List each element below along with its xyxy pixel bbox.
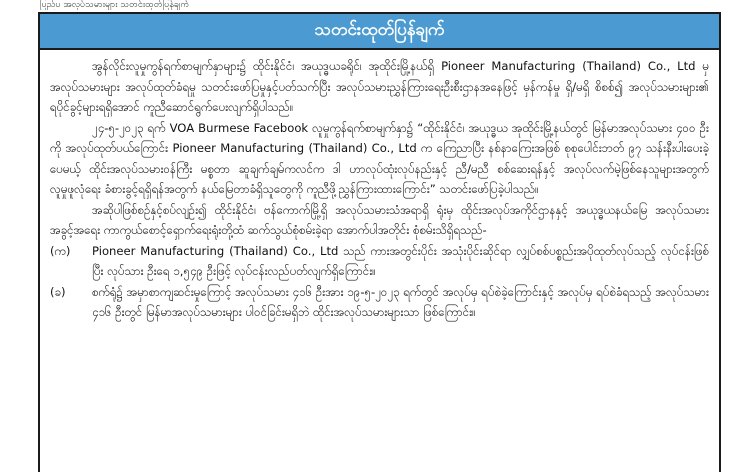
press-release-box	[38, 12, 721, 472]
paragraph-2: ၂၄-၅-၂၀၂၃ ရက် VOA Burmese Facebook လူမှုကွန်ရက်စာမျက်နှာ၌ “ထိုင်းနိုင်ငံ၊ အယုဒ္ဓယ အုထိုင်းမြို့နယ်တွင် မြန်မာအလုပ်သမား ၄၀၀ ဦးကို အလုပ်ထုတ်ပယ်ကြောင်း Pioneer Manufacturing (Thailand) Co., Ltd က ကြေညာပြီး နစ်နာကြေးအဖြစ် စုစုပေါင်းဘတ် ၉၇ သန်းနီးပါးပေးခဲ့ပေမယ့် ထိုင်းအလုပ်သမားဝန်ကြီး မစ္စတာ ဆူချက်ချမ်ကလင်က ဒါ ဟာလုပ်ထုံးလုပ်နည်းနှင့် ညီ/မညီ စစ်ဆေးရန်နှင့် အလုပ်လက်မဲ့ဖြစ်နေသူများအတွက် လူမှုဖူလုံရေး ခံစားခွင့်ရရှိရန်အတွက် နယ်မြေတာခံရှိသူတွေကို ကူညီဖို့ညွှန်ကြားထားကြောင်း” သတင်းဖော်ပြခဲ့ပါသည်။	[50, 120, 709, 196]
list-item-text: Pioneer Manufacturing (Thailand) Co., Ltd သည် ကားအတွင်းပိုင်း အသုံးပိုင်းဆိုင်ရာ လျှပ်စစ်ပစ္စည်းအပိုထုတ်လုပ်သည့် လုပ်ငန်းဖြစ်ပြီး လုပ်သား ဦးရေ ၁,၅၄၉ ဦးဖြင့် လုပ်ငန်းလည်ပတ်လျက်ရှိကြောင်း။	[92, 243, 709, 278]
page-title: သတင်းထုတ်ပြန်ချက်	[314, 19, 445, 40]
paragraph-1: အွန်လိုင်းလူမှုကွန်ရက်စာမျက်နှာများ၌ ထိုင်းနိုင်ငံ၊ အယုဒ္ဓယခရိုင်၊ အုထိုင်းမြို့နယ်ရှိ Pioneer Manufacturing (Thailand) Co., Ltd မှ အလုပ်သမားများ အလုပ်ထုတ်ခံရမှု သတင်းဖော်ပြမှုနှင့်ပတ်သက်ပြီး အလုပ်သမားညွှန်ကြားရေးဦးစီးဌာနအနေဖြင့် မှန်ကန်မှု ရှိ/မရှိ စိစစ်၍ အလုပ်သမားများ၏ ရပိုင်ခွင့်များရရှိအောင် ကူညီဆောင်ရွက်ပေးလျက်ရှိပါသည်။	[50, 59, 709, 114]
title-bar	[40, 14, 719, 50]
list-item-marker: (ခ)	[50, 284, 66, 299]
paragraph-3: အဆိုပါဖြစ်စဉ်နှင့်စပ်လျဉ်း၍ ထိုင်းနိုင်ငံ၊ ဗန်ကောက်မြို့ရှိ အလုပ်သမားသံအရာရှိ ရုံးမှ ထိုင်းအလုပ်အကိုင်ဌာနနှင့် အယုဒ္ဓယနယ်မြေ အလုပ်သမားအခွင့်အရေး ကာကွယ်စောင့်ရှောက်ရေးရုံးတို့ထံ ဆက်သွယ်စုံစမ်းခဲ့ရာ အောက်ပါအတိုင်း စုံစမ်းသိရှိရသည်-	[50, 202, 709, 237]
previous-page-fragment: ပြည်ပ အလုပ်သမားများ သတင်းထုတ်ပြန်ချက်	[40, 0, 190, 10]
list-item-marker: (က)	[50, 243, 71, 258]
press-release-body	[40, 50, 719, 323]
list-item-kha	[50, 282, 709, 323]
list-item-ka	[50, 241, 709, 282]
list-item-text: စက်ရုံ၌ အမှာစာကျဆင်းမှုကြောင့် အလုပ်သမား ၄၁၆ ဦးအား ၁၉-၅-၂၀၂၃ ရက်တွင် အလုပ်မှ ရပ်စဲခဲ့ကြောင်းနှင့် အလုပ်မှ ရပ်စဲခံရသည့် အလုပ်သမား ၄၁၆ ဦးတွင် မြန်မာအလုပ်သမားများ ပါဝင်ခြင်းမရှိဘဲ ထိုင်းအလုပ်သမားများသာ ဖြစ်ကြောင်း။	[92, 284, 709, 319]
